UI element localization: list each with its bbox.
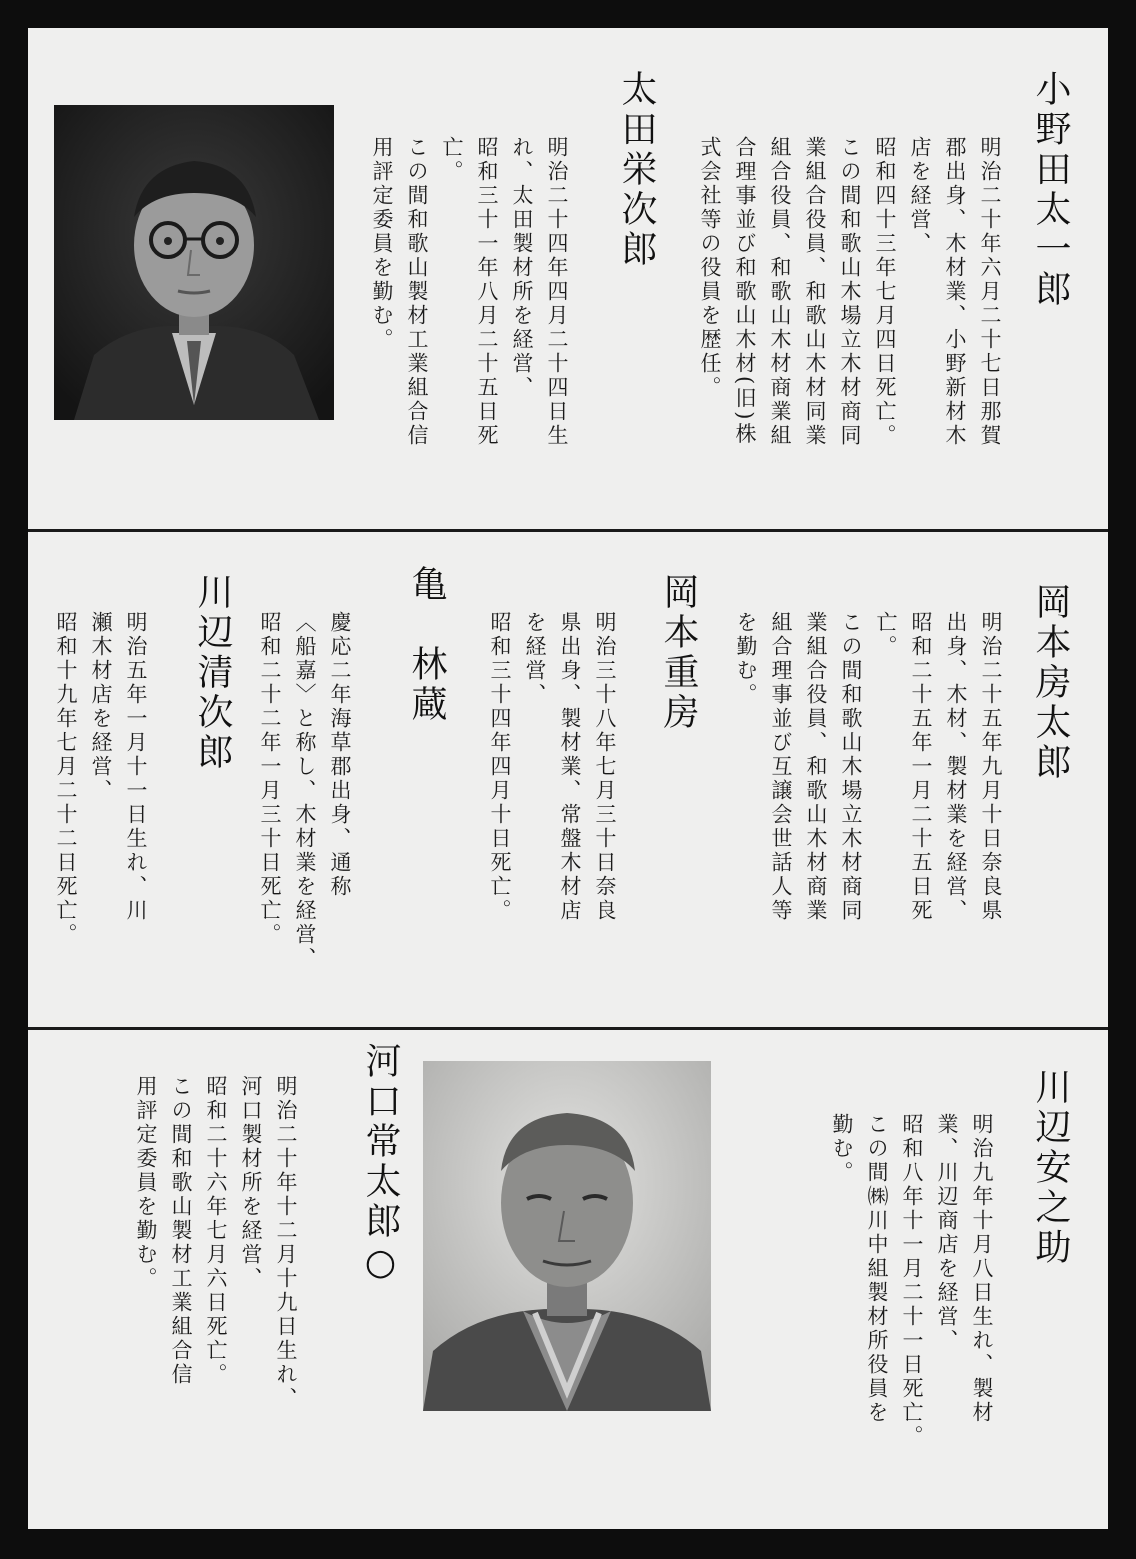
bio-line: を経営、 — [523, 611, 547, 707]
person-name: 川辺清次郎 — [192, 573, 233, 773]
bio-line: れ、太田製材所を経営、 — [510, 136, 534, 400]
bio-line: 明治五年一月十一日生れ、川 — [124, 611, 148, 923]
bio-line: 亡。 — [874, 611, 898, 659]
person-name: 河口常太郎○ — [360, 1042, 401, 1287]
bio-line: この間和歌山製材工業組合信 — [405, 136, 429, 448]
bio-line: 業組合役員、和歌山木材同業 — [803, 136, 827, 448]
portrait-man-glasses-photo — [54, 105, 334, 420]
bio-line: 昭和二十六年七月六日死亡。 — [204, 1075, 228, 1387]
bio-line: 組合役員、和歌山木材商業組 — [768, 136, 792, 448]
person-bio — [728, 611, 1008, 923]
bio-line: この間和歌山木場立木材商同 — [839, 611, 863, 923]
bio-line: 昭和二十二年一月三十日死亡。 — [258, 611, 282, 947]
bio-line: 〈船嘉〉と称し、木材業を経営、 — [293, 611, 317, 971]
bio-line: 明治二十四年四月二十四日生 — [545, 136, 569, 448]
memorial-page — [28, 28, 1108, 1529]
bio-line: 郡出身、木材業、小野新材木 — [943, 136, 967, 448]
bio-line: この間和歌山製材工業組合信 — [169, 1075, 193, 1387]
bio-line: 用評定委員を勤む。 — [134, 1075, 158, 1291]
bio-line: 昭和八年十一月二十一日死亡。 — [900, 1113, 924, 1449]
bio-line: 店を経営、 — [908, 136, 932, 256]
person-bio — [252, 611, 357, 971]
section-divider — [28, 1027, 1108, 1030]
bio-line: 昭和二十五年一月二十五日死 — [909, 611, 933, 923]
bio-line: 昭和三十一年八月二十五日死 — [475, 136, 499, 448]
bio-line: 河口製材所を経営、 — [239, 1075, 263, 1291]
bio-line: この間和歌山木場立木材商同 — [838, 136, 862, 448]
bio-line: 勤む。 — [830, 1113, 854, 1185]
bio-line: を勤む。 — [734, 611, 758, 707]
bio-line: 組合理事並び互譲会世話人等 — [769, 611, 793, 923]
person-bio — [128, 1075, 303, 1411]
person-name: 岡本房太郎 — [1030, 583, 1071, 783]
bio-line: 明治二十年十二月十九日生れ、 — [274, 1075, 298, 1411]
person-name: 小野田太一郎 — [1030, 70, 1071, 310]
bio-line: 亡。 — [440, 136, 464, 184]
bio-line: 業、川辺商店を経営、 — [935, 1113, 959, 1353]
bio-line: 慶応二年海草郡出身、通称 — [328, 611, 352, 899]
person-name: 岡本重房 — [658, 573, 699, 733]
person-name: 川辺安之助 — [1030, 1068, 1071, 1268]
bio-line: 明治二十年六月二十七日那賀 — [978, 136, 1002, 448]
bio-line: 昭和十九年七月二十二日死亡。 — [54, 611, 78, 947]
bio-line: 出身、木材、製材業を経営、 — [944, 611, 968, 923]
section-divider — [28, 529, 1108, 532]
person-bio — [364, 136, 574, 448]
bio-line: 明治九年十月八日生れ、製材 — [970, 1113, 994, 1425]
bio-line: 瀬木材店を経営、 — [89, 611, 113, 803]
person-bio — [482, 611, 622, 923]
person-bio — [824, 1113, 999, 1449]
bio-line: 明治三十八年七月三十日奈良 — [593, 611, 617, 923]
portrait-man-kimono-photo — [423, 1061, 711, 1411]
bio-line: 業組合役員、和歌山木材商業 — [804, 611, 828, 923]
bio-line: 県出身、製材業、常盤木材店 — [558, 611, 582, 923]
bio-line: 用評定委員を勤む。 — [370, 136, 394, 352]
bio-line: 式会社等の役員を歴任。 — [698, 136, 722, 400]
bio-line: 昭和四十三年七月四日死亡。 — [873, 136, 897, 448]
person-name: 亀 林蔵 — [406, 565, 447, 725]
person-name: 太田栄次郎 — [616, 70, 657, 270]
person-bio — [692, 136, 1007, 448]
bio-line: 明治二十五年九月十日奈良県 — [979, 611, 1003, 923]
bio-line: 昭和三十四年四月十日死亡。 — [488, 611, 512, 923]
person-bio — [48, 611, 153, 947]
bio-line: 合理事並び和歌山木材(旧)株 — [733, 136, 757, 447]
bio-line: この間㈱川中組製材所役員を — [865, 1113, 889, 1425]
